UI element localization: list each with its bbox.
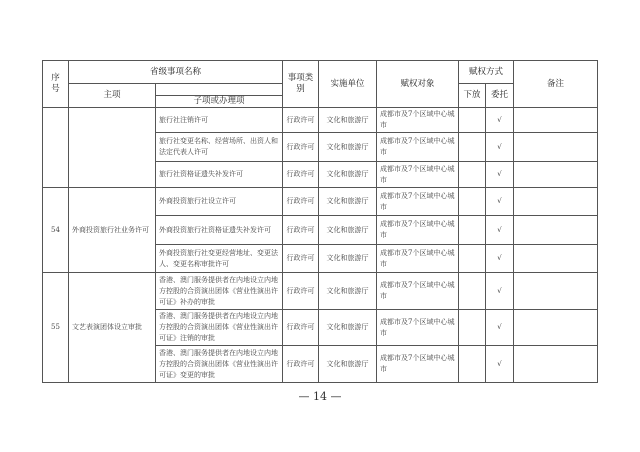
category-cell: 行政许可: [283, 273, 319, 310]
delegate-cell: [459, 188, 486, 216]
delegate-cell: [459, 245, 486, 273]
sub-item-cell: 香港、澳门服务提供者在内地设立内地方控股的合资演出团体《营业性演出许可证》变更的审批: [156, 346, 283, 383]
header-seq: 序号: [43, 61, 69, 108]
entrust-cell: √: [486, 108, 514, 133]
remarks-cell: [514, 245, 598, 273]
header-empowerment-method: 赋权方式: [459, 61, 514, 84]
unit-cell: 文化和旅游厅: [319, 245, 377, 273]
entrust-cell: √: [486, 188, 514, 216]
sub-item-cell: 外商投资旅行社设立许可: [156, 188, 283, 216]
entrust-cell: √: [486, 346, 514, 383]
seq-cell: [43, 108, 69, 188]
header-empowerment-target: 赋权对象: [377, 61, 459, 108]
page-number: — 14 —: [298, 390, 342, 403]
category-cell: 行政许可: [283, 108, 319, 133]
remarks-cell: [514, 310, 598, 346]
header-sub-item: 子项或办理项: [156, 96, 283, 108]
header-main-item: 主项: [69, 84, 156, 108]
table-row: [43, 108, 598, 133]
delegate-cell: [459, 310, 486, 346]
seq-cell: 55: [43, 273, 69, 383]
remarks-cell: [514, 346, 598, 383]
target-cell: 成都市及7个区域中心城市: [377, 216, 459, 245]
target-cell: 成都市及7个区域中心城市: [377, 133, 459, 162]
delegate-cell: [459, 346, 486, 383]
target-cell: 成都市及7个区域中心城市: [377, 273, 459, 310]
header-sub-item-spacer: [156, 84, 283, 96]
sub-item-cell: 香港、澳门服务提供者在内地设立内地方控股的合资演出团体《营业性演出许可证》补办的审批: [156, 273, 283, 310]
remarks-cell: [514, 133, 598, 162]
table-row: [43, 188, 598, 216]
main-item-cell: 外商投资旅行社业务许可: [69, 188, 156, 273]
entrust-cell: √: [486, 216, 514, 245]
header-entrust: 委托: [486, 84, 514, 108]
delegate-cell: [459, 162, 486, 188]
header-provincial-item-name: 省级事项名称: [69, 61, 283, 84]
unit-cell: 文化和旅游厅: [319, 273, 377, 310]
sub-item-cell: 旅行社注销许可: [156, 108, 283, 133]
main-item-cell: 文艺表演团体设立审批: [69, 273, 156, 383]
sub-item-cell: 旅行社变更名称、经营场所、出资人和法定代表人许可: [156, 133, 283, 162]
sub-item-cell: 外商投资旅行社资格证遗失补发许可: [156, 216, 283, 245]
category-cell: 行政许可: [283, 216, 319, 245]
target-cell: 成都市及7个区域中心城市: [377, 188, 459, 216]
category-cell: 行政许可: [283, 162, 319, 188]
entrust-cell: √: [486, 133, 514, 162]
unit-cell: 文化和旅游厅: [319, 216, 377, 245]
category-cell: 行政许可: [283, 133, 319, 162]
category-cell: 行政许可: [283, 346, 319, 383]
unit-cell: 文化和旅游厅: [319, 310, 377, 346]
category-cell: 行政许可: [283, 310, 319, 346]
delegate-cell: [459, 133, 486, 162]
target-cell: 成都市及7个区域中心城市: [377, 245, 459, 273]
delegate-cell: [459, 108, 486, 133]
unit-cell: 文化和旅游厅: [319, 162, 377, 188]
unit-cell: 文化和旅游厅: [319, 133, 377, 162]
target-cell: 成都市及7个区域中心城市: [377, 108, 459, 133]
table-row: [43, 273, 598, 310]
sub-item-cell: 外商投资旅行社变更经营地址、变更法人、变更名称审批许可: [156, 245, 283, 273]
delegate-cell: [459, 273, 486, 310]
unit-cell: 文化和旅游厅: [319, 188, 377, 216]
unit-cell: 文化和旅游厅: [319, 346, 377, 383]
target-cell: 成都市及7个区域中心城市: [377, 346, 459, 383]
entrust-cell: √: [486, 245, 514, 273]
delegate-cell: [459, 216, 486, 245]
seq-cell: 54: [43, 188, 69, 273]
empowerment-table: [42, 60, 598, 383]
header-implementing-unit: 实施单位: [319, 61, 377, 108]
remarks-cell: [514, 108, 598, 133]
entrust-cell: √: [486, 273, 514, 310]
entrust-cell: √: [486, 310, 514, 346]
header-delegate-down: 下放: [459, 84, 486, 108]
remarks-cell: [514, 273, 598, 310]
main-item-cell: [69, 108, 156, 188]
remarks-cell: [514, 162, 598, 188]
target-cell: 成都市及7个区域中心城市: [377, 162, 459, 188]
remarks-cell: [514, 216, 598, 245]
header-item-category: 事项类别: [283, 61, 319, 108]
unit-cell: 文化和旅游厅: [319, 108, 377, 133]
remarks-cell: [514, 188, 598, 216]
category-cell: 行政许可: [283, 245, 319, 273]
sub-item-cell: 香港、澳门服务提供者在内地设立内地方控股的合资演出团体《营业性演出许可证》注销的审批: [156, 310, 283, 346]
sub-item-cell: 旅行社资格证遗失补发许可: [156, 162, 283, 188]
header-remarks: 备注: [514, 61, 598, 108]
entrust-cell: √: [486, 162, 514, 188]
category-cell: 行政许可: [283, 188, 319, 216]
target-cell: 成都市及7个区域中心城市: [377, 310, 459, 346]
